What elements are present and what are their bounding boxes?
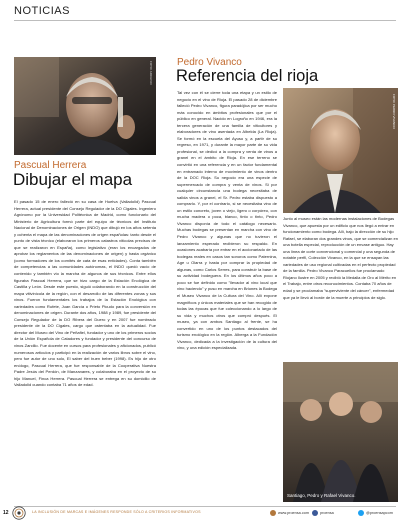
portrait-illustration xyxy=(283,88,398,213)
footer-twitter-link[interactable] xyxy=(358,510,393,516)
article2-headline: Referencia del rioja xyxy=(176,67,319,85)
publication-logo-icon xyxy=(12,506,26,520)
article2-author-name: Pedro Vivanco xyxy=(177,57,242,68)
vivanco-family-photo xyxy=(283,362,398,502)
pedro-vivanco-photo xyxy=(283,88,398,213)
facebook-icon xyxy=(312,510,318,516)
article1-body: El pasado 15 de enero falleció en su casa de Huelva (Valladolid) Pascual Herrera, actual presidente del Consejo Regulador de la DO Cigales. Ingeniero Agrónomo por la Universidad Politécnica de Madrid, como funcionario del Ministerio de Agricultura formó parte del equipo de técnicos del Instituto Nacional de Denominaciones de Origen (INDO) que dibujó en los años setenta y ochenta el mapa de las denominaciones de origen españolas: tanto desde el punto de vista técnico (elaboraron los primeros catastros vitícolas precisos de que se realizaron en España), como legislativo (eran los encargados de aprobar los reglamentos de las denominaciones de origen) y hasta orgánico (como formadores de los comités de cata de esas entidades). Conta también de competencias a las comunidades autónomas, el INDO quedó vacío de contenido y también vio la marcha de algunos de sus técnicos. Entre ellos figuraba Pascual Herrera, que se hizo cargo de la Estación Enológica de Castilla y León. Desde este puesto, siguió colaborando en la construcción del mapa vitivinícola de la región, con el desarrollo de las diferentes zonas y sus vinos. Fueron fundamentales los trabajos de la Estación Enológica con variedades como Rufete, Juan García o Prieto Picudo para la conversión en denominaciones de origen. Durante dos años, 1988 y 1989, fue presidente del Consejo Regulador de la DO Ribera del Duero y en 2007 fue nombrado presidente de la DO Cigales, cargo que ostentaba en la actualidad. Fue director del Museo del Vino de Peñafiel, fundador y uno de los primeros socios de la Unión Española de Catadores y fundador y presidente del concurso de vinos Zarcillo. Fue docente en cursos para profesionales y aficionados, publicó numerosos artículos y participó en la realización de varios libros sobre el vino, pero fue autor de uno solo, El saber del buen beber (1998). Es hijo de otro enólogo, Pascual Herrera, que fue responsable de la Cooperativa Nuestra Padre Jesús del Perdón, de Manzanares, y colaboraba en el proyecto de su hijo Manuel, Finca Herrera. Pascual Herrera se entrega en su domicilio de Valladolid cuando contaba 71 años de edad. xyxy=(14,199,156,388)
footer-disclaimer: LA INCLUSIÓN DE MARCAS E IMÁGENES RESPONDE SÓLO A CRITERIOS INFORMATIVOS xyxy=(32,510,201,514)
article1-author-name: Pascual Herrera xyxy=(14,160,87,171)
article2-body: Tal vez con él se cierre toda una etapa y un estilo de negocio en el vino de Rioja. El pasado 28 de diciembre falleció Pedro Vivanco, figura paradójica por ser mucho más conocido en ámbitos profesionales que por el público en general. Nacido en Logroño en 1946, era la tercera generación de una familia de viticultores y elaboradores de vino asentada en Albelda (La Rioja). Se formó en la escuela del Ayuso y, a partir de su regreso, en 1971, y durante la mayor parte de su vida profesional, se dedicó a la compra y venta de vinos a granel en el ámbito de Rioja. En ese terreno se convirtió en una referencia y en un factor fundamental en entramado interno de movimiento de vinos dentro de la DOC Rioja. Su negocio era una especie de supermercado de compra y venta de vinos. Si por cualquier circunstancia una bodega necesitaba de salida vinos a granel, el Sr. Pedro estaba dispuesto a comprarlo. Y, por el contrario, si se necesitaba vino de un estilo concreto, joven o viejo, ligero o corpóreo, con mucha madera o poca, blanco, tinto o tinto, Pedro Vivanco disponía de todo el catálogo necesario. Muchas bodegas se presentan en marcha con vino de Pedro Vivanco y algunas que no tuvieron el lanzamiento esperado recibieron su respaldo. En ocasiones acabaría por entrar en el accionariado de las bodegas reales en casos tan sonoros como Paternina, Age u Olarra y hasta por comprar la propiedad de algunas, como Carlos Serres, para construir la base de su actividad bodeguera. En los últimos años poco a poco se fue definido como "llevador al vino local que vino haciendo" y puso en marcha en Briones la Bodega el Museo Vivanco de la Cultura del Vino. Allí expone magníficos y únicos materiales que se han recogido de todas las épocas que fue coleccionando a lo largo de su vida y muchos otros que compró después. El museo, ya con ambos Santiago al frente, se ha convertido en uno de los puntos destacados del turismo enológico en la región. Alberga a la Fundación Vivanco, dedicada a la investigación de la cultura del vino, y una edición especializada. xyxy=(177,90,277,351)
globe-icon xyxy=(270,510,276,516)
pascual-herrera-photo xyxy=(14,57,156,155)
facebook-text: proensa xyxy=(320,511,334,515)
footer-website-link[interactable] xyxy=(270,510,309,516)
section-label: NOTICIAS xyxy=(14,5,70,17)
photo-credit: FOTO: ARCHIVO xyxy=(149,61,153,85)
twitter-text: @proensapcom xyxy=(366,511,393,515)
group-photo-illustration xyxy=(283,362,398,502)
portrait-illustration xyxy=(14,57,156,155)
article2-body-continued: Junto al museo están las modernas instalaciones de Bodegas Vivanco, que apuesta por un edificio que nos llegó a entrar en funcionamiento como bodega. Allí, bajo la dirección de su hijo Rafael, se elaboran dos grandes vinos, que se comercializan en una botella especial, reproducción de un envase antiguo. Hay una línea de corte convencional y comercial y una segunda de notable perfil, Colección Vivanco, en la que se ensayan las variedades de uso regional cultivadas en el perfecto propiedad de la familia. Pedro Vivanco Paracuellos fue proclamado Riojano Ilustre en 2005 y recibió la Medalla de Oro al Mérito en el Trabajo, entre otros reconocimientos. Contaba 70 años de edad y se proclamaba "superviviente del cáncer", enfermedad que ya le llevó al borde de la muerte a principios de siglo. xyxy=(283,216,398,300)
website-text: www.proensa.com xyxy=(278,511,310,515)
photo-caption: Santiago, Pedro y Rafael Vivanco. xyxy=(287,493,356,498)
header-divider xyxy=(14,20,396,21)
page-number: 12 xyxy=(3,510,9,516)
footer-divider xyxy=(14,506,396,507)
footer-facebook-link[interactable] xyxy=(312,510,334,516)
twitter-icon xyxy=(358,510,364,516)
article1-headline: Dibujar el mapa xyxy=(13,170,133,189)
photo-credit: FOTO: PEDRO VIVANCO xyxy=(392,94,396,129)
